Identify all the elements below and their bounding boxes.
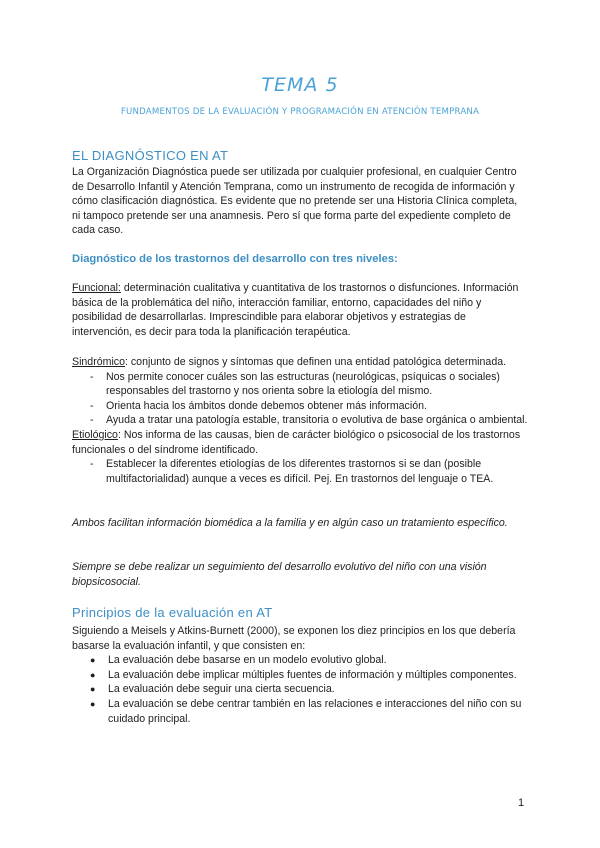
- principios-paragraph: [72, 624, 528, 726]
- sindromico-text: : conjunto de signos y síntomas que definen una entidad patológica determinada.: [125, 356, 507, 368]
- principios-intro: Siguiendo a Meisels y Atkins-Burnett (2000), se exponen los diez principios en los que debería basarse la evaluación infantil, y que consisten en:: [72, 625, 516, 652]
- sindromico-paragraph: [72, 355, 528, 486]
- list-item: - Ayuda a tratar una patología estable, transitoria o evolutiva de base orgánica o ambiental.: [90, 414, 528, 427]
- list-item: ● La evaluación debe implicar múltiples fuentes de información y múltiples componentes.: [90, 668, 517, 681]
- etiologico-list: [72, 457, 528, 486]
- bullet-marker: ●: [90, 669, 96, 680]
- sindromico-list: [72, 370, 528, 428]
- section-heading-principios: Principios de la evaluación en AT: [72, 605, 273, 620]
- dash-marker: -: [90, 414, 94, 427]
- italic-note-1: Ambos facilitan información biomédica a la familia y en algún caso un tratamiento específico.: [72, 517, 508, 529]
- dash-marker: -: [90, 399, 94, 412]
- etiologico-text: : Nos informa de las causas, bien de carácter biológico o psicosocial de los trastornos funcionales o del síndrome identificado.: [72, 428, 521, 456]
- funcional-term: Funcional:: [72, 282, 121, 294]
- italic-note-2: Siempre se debe realizar un seguimiento del desarrollo evolutivo del niño con una visión biopsicosocial.: [72, 561, 487, 588]
- sindromico-term: Sindrómico: [72, 356, 125, 368]
- principios-list: [72, 653, 528, 726]
- dash-marker: -: [90, 370, 94, 383]
- list-item: ● La evaluación debe basarse en un modelo evolutivo global.: [90, 654, 387, 667]
- funcional-text: determinación cualitativa y cuantitativa de los trastornos o disfunciones. Información básica de la problemática del niño, interacción familiar, entorno, capacidades del niño y posibilidad de desarrollarlas. Imprescindible para elaborar objetivos y estrategias de intervención, es decir para toda la planificación terapéutica.: [72, 282, 519, 338]
- list-item: ● La evaluación debe seguir una cierta secuencia.: [90, 683, 335, 696]
- section-heading-diagnostico: EL DIAGNÓSTICO EN AT: [72, 148, 229, 163]
- list-item: - Establecer la diferentes etiologías de los diferentes trastornos si se dan (posible multifactorialidad) aunque a veces es difícil. Pej. En trastornos del lenguaje o TEA.: [90, 458, 494, 485]
- etiologico-paragraph: [72, 428, 528, 457]
- document-subtitle: FUNDAMENTOS DE LA EVALUACIÓN Y PROGRAMACIÓN EN ATENCIÓN TEMPRANA: [120, 107, 480, 117]
- bullet-marker: ●: [90, 698, 96, 709]
- document-title: TEMA 5: [261, 74, 339, 96]
- subsection-heading-niveles: Diagnóstico de los trastornos del desarrollo con tres niveles:: [72, 253, 398, 265]
- funcional-paragraph: [72, 281, 528, 339]
- list-item: ● La evaluación se debe centrar también en las relaciones e interacciones del niño con su cuidado principal.: [90, 697, 522, 725]
- etiologico-term: Etiológico: [72, 428, 118, 441]
- bullet-marker: ●: [90, 684, 96, 695]
- page-number: 1: [518, 797, 525, 809]
- bullet-marker: ●: [90, 655, 96, 666]
- intro-paragraph: La Organización Diagnóstica puede ser utilizada por cualquier profesional, en cualquier Centro de Desarrollo Infantil y Atención Temprana, como un instrumento de recogida de información y cómo clasificación diagnóstica. Es evidente que no pretende ser una Historia Clínica completa, ni tampoco pretende ser una anamnesis. Pero sí que forma parte del expediente completo de cada caso.: [72, 166, 518, 237]
- dash-marker: -: [90, 458, 94, 471]
- list-item: - Nos permite conocer cuáles son las estructuras (neurológicas, psíquicas o sociales) responsables del trastorno y nos orienta sobre la etiología del mismo.: [90, 370, 500, 398]
- list-item: - Orienta hacia los ámbitos donde debemos obtener más información.: [90, 399, 427, 412]
